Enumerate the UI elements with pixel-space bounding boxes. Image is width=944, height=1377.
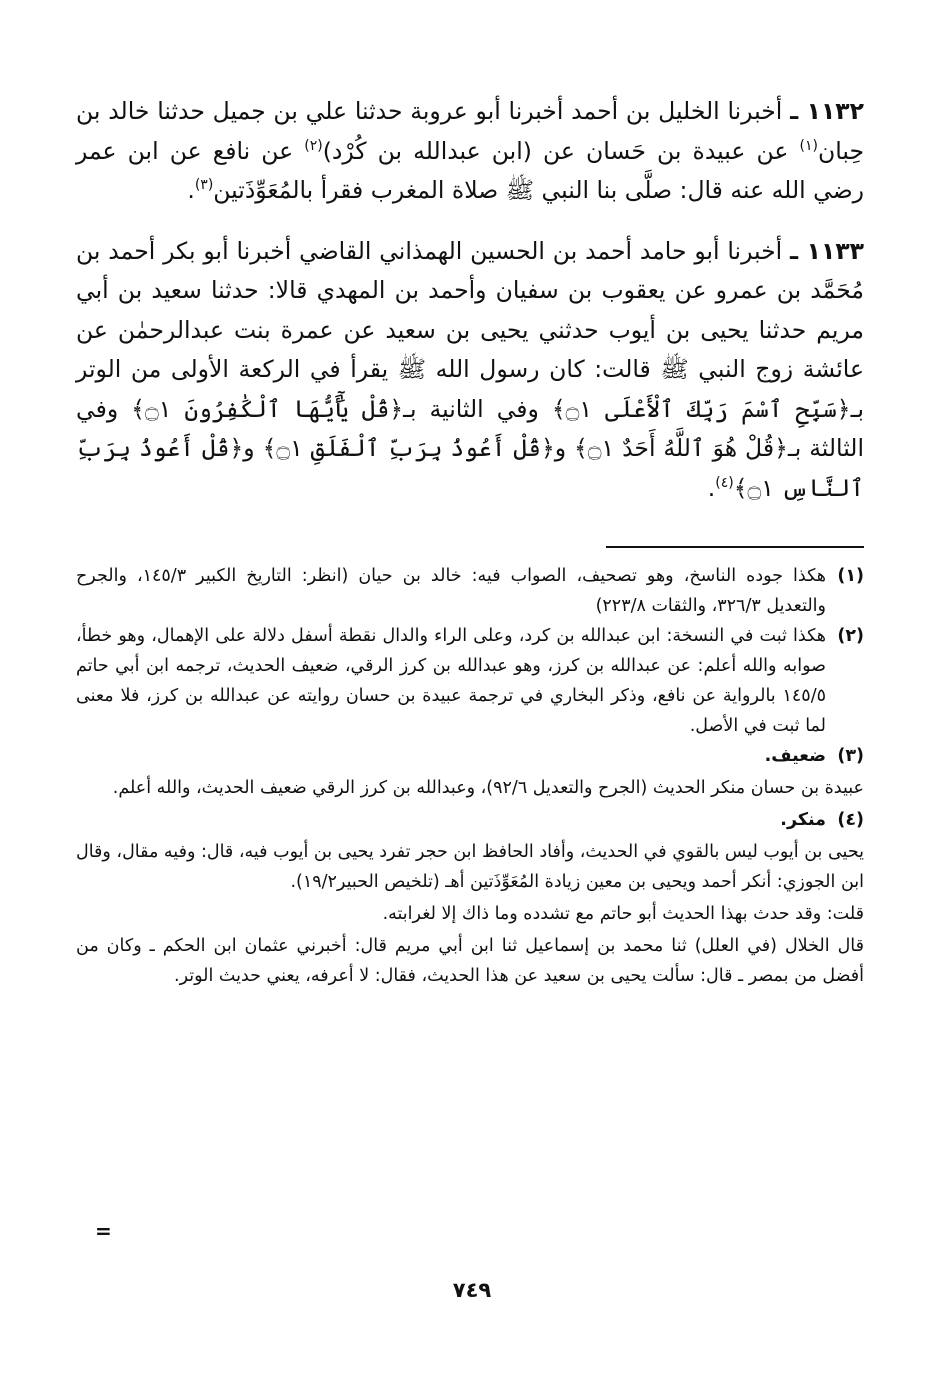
continuation-mark: = [95, 1219, 112, 1243]
footnote-text: هكذا جوده الناسخ، وهو تصحيف، الصواب فيه: خالد بن حيان (انظر: التاريخ الكبير ١٤٥/٣، والجرح والتعديل ٣٢٦/٣، والثقات ٢٢٣/٨) [76, 566, 826, 616]
quran-verse: ﴿سَبِّحِ ٱسْمَ رَبِّكَ ٱلْأَعْلَى ۝١﴾ [551, 394, 851, 423]
hadith-1132 [76, 92, 864, 211]
hadith-text: أخبرنا أبو حامد أحمد بن الحسين الهمذاني القاضي أخبرنا أبو بكر أحمد بن مُحَمَّد بن عمرو عن يعقوب بن سفيان وأحمد بن المهدي قالا: حدثنا سعيد بن أبي مريم حدثنا يحيى بن أيوب حدثني يحيى بن سعيد عن عمرة بنت عبدالرحمٰن عن عائشة زوج النبي ﷺ قالت: كان رسول الله ﷺ يقرأ في الركعة الأولى من الوتر بـ [76, 236, 864, 423]
hadith-text: عن عبيدة بن حَسان عن (ابن عبدالله بن كُرْد) [322, 136, 800, 165]
hadith-number: ١١٣٢ ـ [790, 97, 864, 125]
footnote-divider [606, 546, 864, 548]
footnote-1 [76, 561, 864, 621]
hadith-1133 [76, 232, 864, 509]
quran-verse: ﴿قُلْ هُوَ ٱللَّهُ أَحَدٌ ۝١﴾ [573, 434, 788, 462]
footnote-comment: قلت: وقد حدث بهذا الحديث أبو حاتم مع تشدده وما ذاك إلا لغرابته. [382, 904, 864, 924]
footnote-number: (١) [837, 566, 864, 586]
footnote-3 [76, 741, 864, 771]
hadith-text: . [187, 176, 195, 204]
footnote-text: هكذا ثبت في النسخة: ابن عبدالله بن كرد، وعلى الراء والدال نقطة أسفل دلالة على الإهمال، وهو خطأ، صوابه والله أعلم: عن عبدالله بن كرز، وهو عبدالله بن كرز الرقي، ضعيف الحديث، ترجمه ابن أبي حاتم ١٤٥/٥ بالرواية عن نافع، وذكر البخاري في ترجمة عبيدة بن حسان روايته عن عبدالله بن كرز، فلا معنى لما ثبت في الأصل. [76, 626, 826, 736]
footnote-2 [76, 621, 864, 741]
footnote-comment: عبيدة بن حسان منكر الحديث (الجرح والتعديل ٩٢/٦)، وعبدالله بن كرز الرقي ضعيف الحديث، والله أعلم. [112, 778, 864, 798]
main-text [76, 92, 864, 508]
footnote-comment: قال الخلال (في العلل) ثنا محمد بن إسماعيل ثنا ابن أبي مريم قال: أخبرني عثمان ابن الحكم ـ وكان من أفضل من بمصر ـ قال: سألت يحيى بن سعيد عن هذا الحديث، فقال: لا أعرفه، يعني حديث الوتر. [76, 936, 864, 986]
hadith-text: وفي الثالثة بـ [76, 394, 864, 462]
hadith-text: عن نافع عن ابن عمر رضي الله عنه قال: صلَّى بنا النبي ﷺ صلاة المغرب فقرأ بالمُعَوِّذَتين [76, 136, 864, 204]
hadith-text: و [554, 434, 574, 462]
quran-verse: ﴿قُلْ أَعُوذُ بِرَبِّ ٱلنَّاسِ ۝١﴾ [76, 434, 864, 502]
footnote-ref[interactable]: (٢) [304, 137, 323, 154]
hadith-text: و [243, 434, 263, 462]
footnote-comment: يحيى بن أيوب ليس بالقوي في الحديث، وأفاد الحافظ ابن حجر تفرد يحيى بن أيوب فيه، قال: وفيه مقال، وقال ابن الجوزي: أنكر أحمد ويحيى بن معين زيادة المُعَوِّذَتين أهـ (تلخيص الحبير١٩/٢). [76, 842, 864, 892]
quran-verse: ﴿قُلْ أَعُوذُ بِرَبِّ ٱلْفَلَقِ ۝١﴾ [262, 434, 555, 462]
footnote-verdict: منكر. [780, 810, 826, 830]
footnote-ref[interactable]: (١) [799, 137, 818, 154]
quran-verse: ﴿قُلْ يَٰٓأَيُّهَا ٱلْكَٰفِرُونَ ۝١﴾ [131, 394, 404, 423]
page-number: ٧٤٩ [452, 1278, 492, 1302]
footnotes [76, 561, 864, 991]
footnote-number: (٢) [837, 626, 864, 646]
footnote-ref[interactable]: (٤) [715, 474, 734, 491]
hadith-number: ١١٣٣ ـ [790, 236, 865, 265]
page-body [76, 92, 864, 993]
hadith-text: وفي الثانية بـ [403, 394, 552, 423]
footnote-ref[interactable]: (٣) [194, 177, 214, 194]
footnote-verdict: ضعيف. [764, 746, 826, 766]
footnote-4 [76, 805, 864, 835]
footnote-number: (٣) [837, 746, 864, 766]
hadith-text: أخبرنا الخليل بن أحمد أخبرنا أبو عروبة حدثنا علي بن جميل حدثنا خالد بن حِبان [76, 97, 864, 165]
hadith-text: . [707, 473, 716, 502]
footnote-number: (٤) [837, 810, 864, 830]
